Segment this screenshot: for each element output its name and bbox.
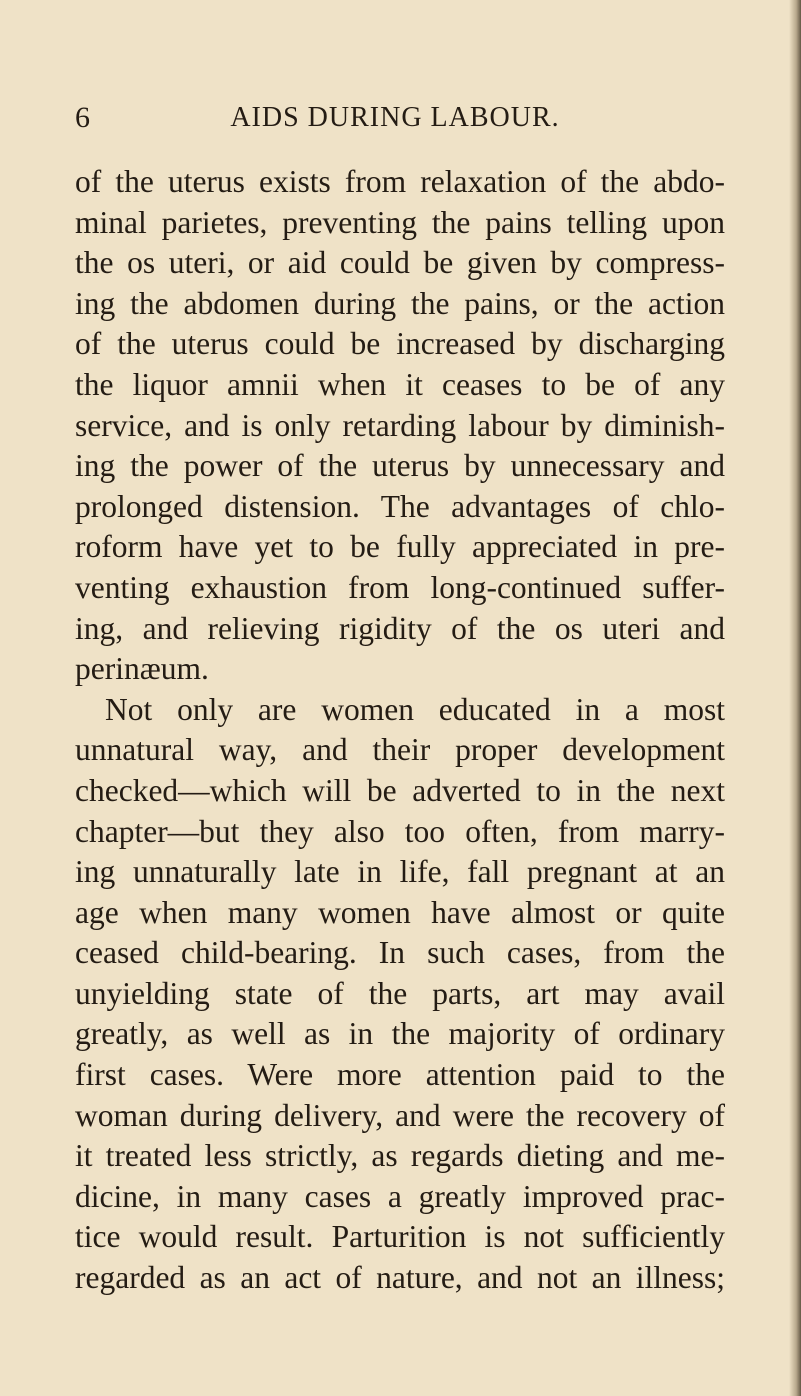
text-line: unnatural way, and their proper development: [75, 732, 725, 768]
text-line: ing the abdomen during the pains, or the action: [75, 285, 725, 321]
text-line: first cases. Were more attention paid to the: [75, 1057, 725, 1093]
text-line: the liquor amnii when it ceases to be of any: [75, 366, 725, 402]
text-line: roform have yet to be fully appreciated in pre-: [75, 529, 725, 565]
text-line: unyielding state of the parts, art may avail: [75, 975, 725, 1011]
text-line: chapter—but they also too often, from marry-: [75, 813, 725, 849]
paragraph-start-line: Not only are women educated in a most: [105, 691, 725, 727]
text-line: dicine, in many cases a greatly improved prac-: [75, 1178, 725, 1214]
text-line: of the uterus could be increased by discharging: [75, 326, 725, 362]
text-line: venting exhaustion from long-continued suffer-: [75, 569, 725, 605]
text-line: service, and is only retarding labour by diminish-: [75, 407, 725, 443]
paragraph-end-line: perinæum.: [75, 651, 209, 687]
text-line: of the uterus exists from relaxation of the abdo-: [75, 164, 725, 199]
text-line: greatly, as well as in the majority of ordinary: [75, 1016, 725, 1052]
page-edge-shadow: [789, 0, 801, 1396]
text-line: regarded as an act of nature, and not an illness;: [75, 1260, 725, 1296]
text-line: ing unnaturally late in life, fall pregnant at an: [75, 854, 725, 890]
text-line: checked—which will be adverted to in the next: [75, 772, 725, 808]
text-line: it treated less strictly, as regards dieting and me-: [75, 1138, 725, 1174]
running-head: AIDS DURING LABOUR.: [230, 102, 560, 133]
text-line: tice would result. Parturition is not sufficiently: [75, 1219, 725, 1255]
text-line: woman during delivery, and were the recovery of: [75, 1097, 725, 1133]
text-line: minal parietes, preventing the pains telling upon: [75, 204, 725, 240]
page-header: [75, 98, 715, 138]
text-line: ceased child-bearing. In such cases, from the: [75, 935, 725, 971]
body-text: [75, 162, 725, 1299]
text-line: ing, and relieving rigidity of the os uteri and: [75, 610, 725, 646]
text-line: the os uteri, or aid could be given by compress-: [75, 245, 725, 281]
text-line: age when many women have almost or quite: [75, 894, 725, 930]
page-number: 6: [75, 101, 90, 134]
text-line: prolonged distension. The advantages of chlo-: [75, 488, 725, 524]
text-line: ing the power of the uterus by unnecessary and: [75, 448, 725, 484]
